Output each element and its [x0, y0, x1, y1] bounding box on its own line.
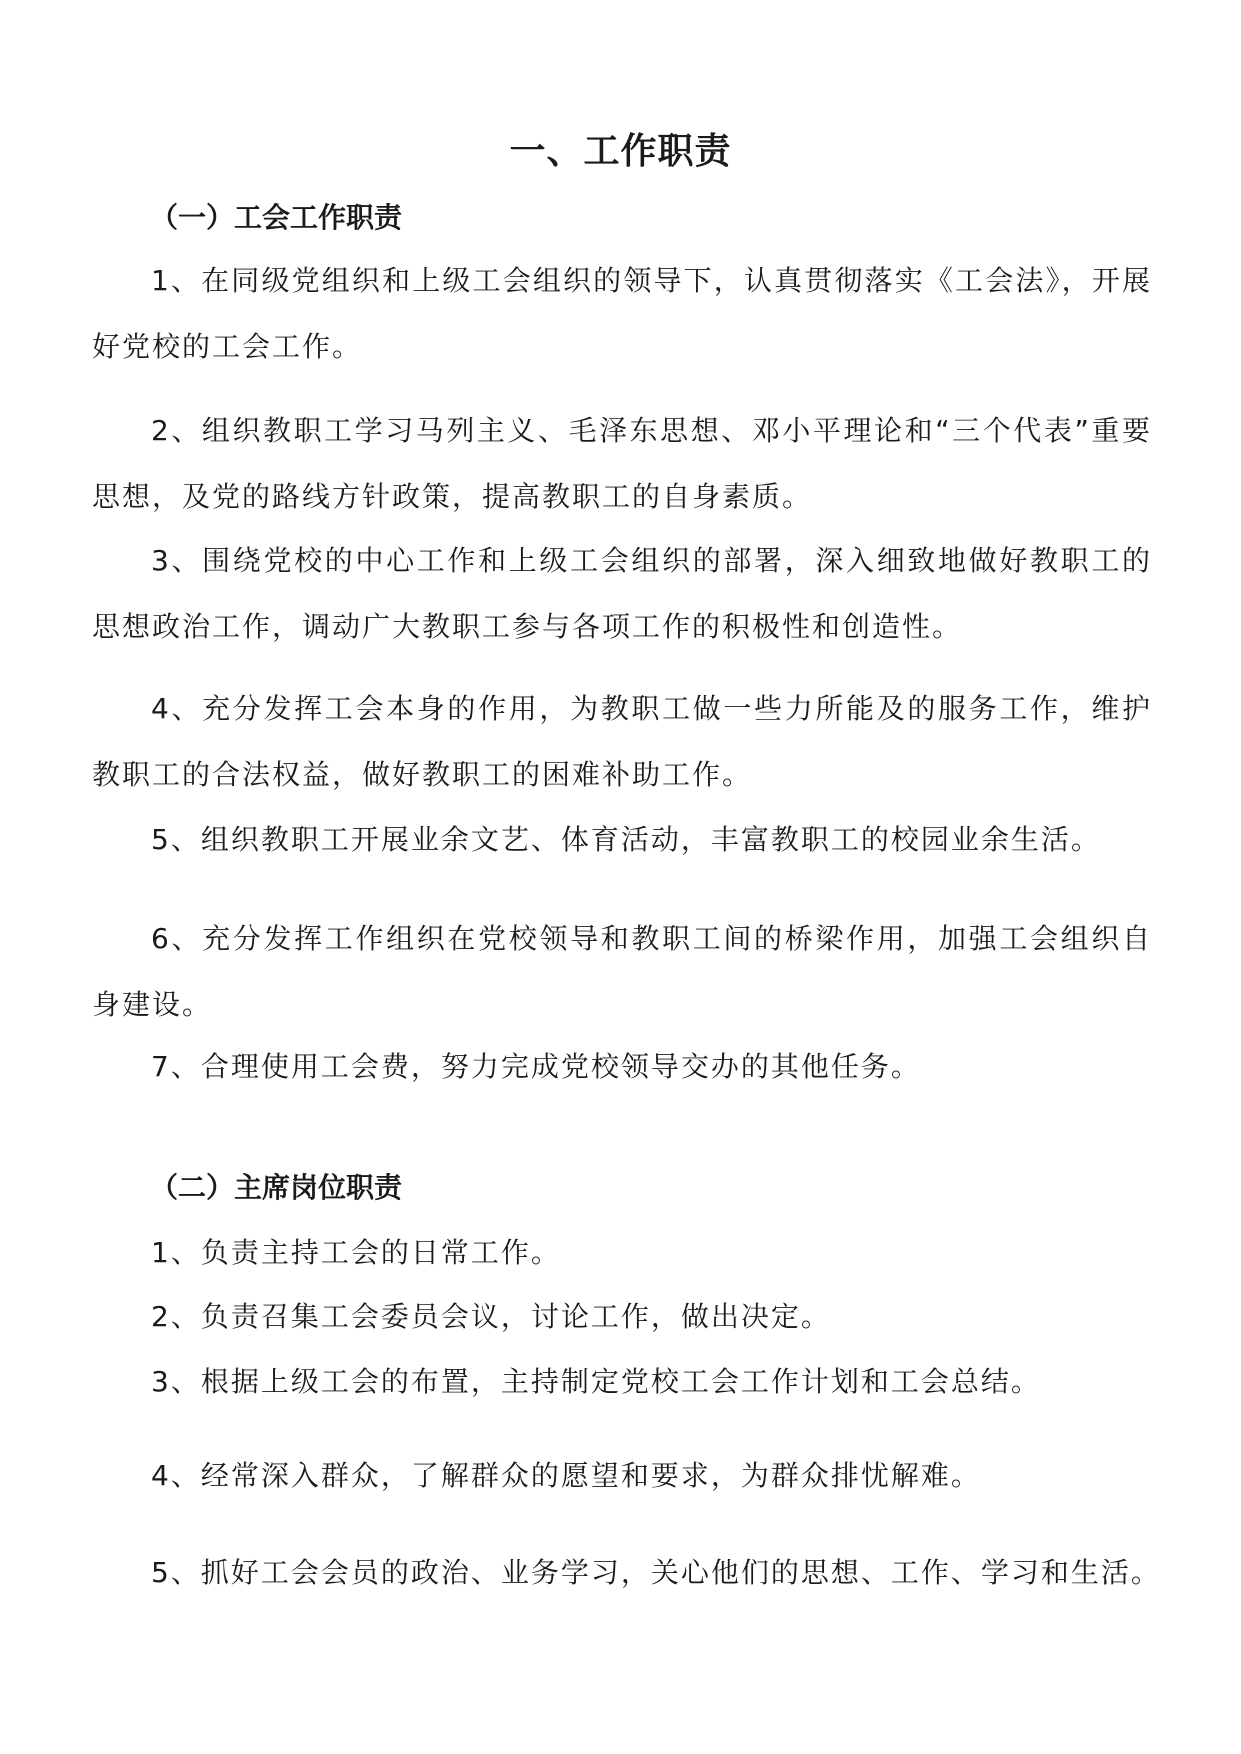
chairman-duty-item: 2、负责召集工会委员会议，讨论工作，做出决定。: [151, 1300, 831, 1333]
union-duty-item: 6、充分发挥工作组织在党校领导和教职工间的桥梁作用，加强工会组织自身建设。: [92, 922, 1152, 1021]
union-duty-item: 2、组织教职工学习马列主义、毛泽东思想、邓小平理论和“三个代表”重要思想，及党的路线方针政策，提高教职工的自身素质。: [92, 414, 1152, 513]
union-duty-item: 1、在同级党组织和上级工会组织的领导下，认真贯彻落实《工会法》，开展好党校的工会工作。: [92, 264, 1152, 363]
union-duty-item: 3、围绕党校的中心工作和上级工会组织的部署，深入细致地做好教职工的思想政治工作，调动广大教职工参与各项工作的积极性和创造性。: [92, 544, 1152, 643]
section-heading-chairman-duties: （二）主席岗位职责: [150, 1171, 403, 1204]
chairman-duty-item: 3、根据上级工会的布置，主持制定党校工会工作计划和工会总结。: [151, 1365, 1041, 1398]
section-heading-union-duties: （一）工会工作职责: [150, 201, 403, 234]
chairman-duty-item: 5、抓好工会会员的政治、业务学习，关心他们的思想、工作、学习和生活。: [151, 1556, 1161, 1589]
chairman-duty-item: 1、负责主持工会的日常工作。: [151, 1236, 561, 1269]
union-duty-item: 7、合理使用工会费，努力完成党校领导交办的其他任务。: [151, 1050, 921, 1083]
chairman-duty-item: 4、经常深入群众，了解群众的愿望和要求，为群众排忧解难。: [151, 1459, 981, 1492]
union-duty-item: 5、组织教职工开展业余文艺、体育活动，丰富教职工的校园业余生活。: [151, 823, 1101, 856]
union-duty-item: 4、充分发挥工会本身的作用，为教职工做一些力所能及的服务工作，维护教职工的合法权益，做好教职工的困难补助工作。: [92, 692, 1152, 791]
page-title: 一、工作职责: [509, 131, 732, 172]
